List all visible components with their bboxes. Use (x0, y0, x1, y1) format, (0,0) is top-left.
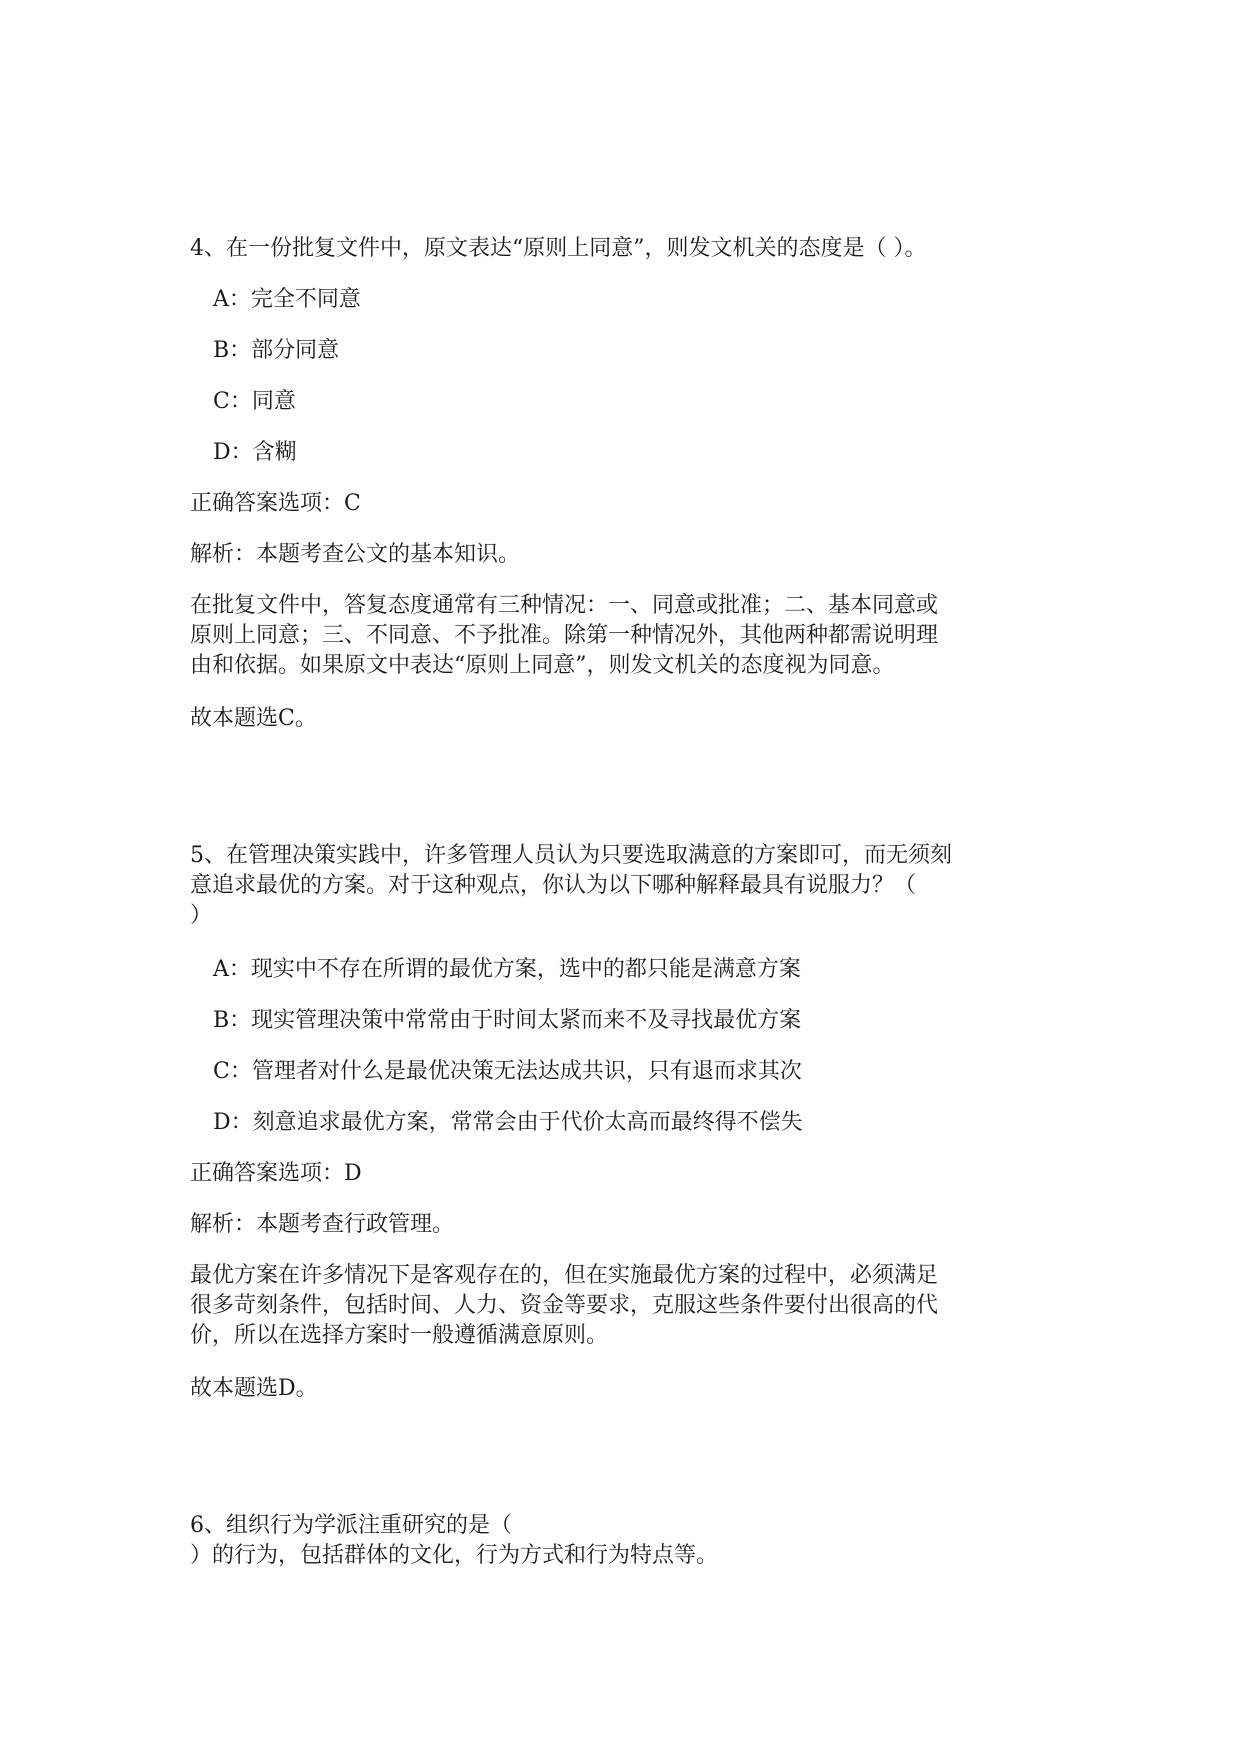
option-b: B：现实管理决策中常常由于时间太紧而来不及寻找最优方案 (213, 1008, 802, 1033)
question-stem: 4、在一份批复文件中，原文表达“原则上同意”，则发文机关的态度是（ ）。 (190, 236, 927, 261)
question-stem: ） (190, 903, 213, 928)
option-b: B：部分同意 (213, 338, 340, 363)
option-c: C：管理者对什么是最优决策无法达成共识，只有退而求其次 (213, 1059, 802, 1084)
analysis-heading: 解析：本题考查公文的基本知识。 (190, 542, 521, 567)
correct-answer: 正确答案选项：C (190, 491, 361, 516)
option-c: C：同意 (213, 389, 296, 414)
explanation-line: 很多苛刻条件，包括时间、人力、资金等要求，克服这些条件要付出很高的代 (190, 1293, 939, 1318)
option-a: A：完全不同意 (213, 287, 361, 312)
explanation-line: 最优方案在许多情况下是客观存在的，但在实施最优方案的过程中，必须满足 (190, 1263, 939, 1288)
explanation-line: 由和依据。如果原文中表达“原则上同意”，则发文机关的态度视为同意。 (190, 653, 895, 678)
question-stem: 5、在管理决策实践中，许多管理人员认为只要选取满意的方案即可，而无须刻 (190, 843, 952, 868)
explanation-line: 在批复文件中，答复态度通常有三种情况：一、同意或批准；二、基本同意或 (190, 593, 939, 618)
option-d: D：含糊 (213, 440, 297, 465)
correct-answer: 正确答案选项：D (190, 1161, 362, 1186)
option-a: A：现实中不存在所谓的最优方案，选中的都只能是满意方案 (213, 957, 801, 982)
option-d: D：刻意追求最优方案，常常会由于代价太高而最终得不偿失 (213, 1110, 803, 1135)
analysis-heading: 解析：本题考查行政管理。 (190, 1212, 455, 1237)
question-stem: 意追求最优的方案。对于这种观点，你认为以下哪种解释最具有说服力？（ (190, 873, 917, 898)
explanation-line: 原则上同意；三、不同意、不予批准。除第一种情况外，其他两种都需说明理 (190, 623, 939, 648)
explanation-line: 价，所以在选择方案时一般遵循满意原则。 (190, 1323, 609, 1348)
conclusion: 故本题选D。 (190, 1376, 318, 1401)
conclusion: 故本题选C。 (190, 706, 317, 731)
question-stem: ）的行为，包括群体的文化，行为方式和行为特点等。 (190, 1543, 719, 1568)
question-stem: 6、组织行为学派注重研究的是（ (190, 1513, 512, 1538)
